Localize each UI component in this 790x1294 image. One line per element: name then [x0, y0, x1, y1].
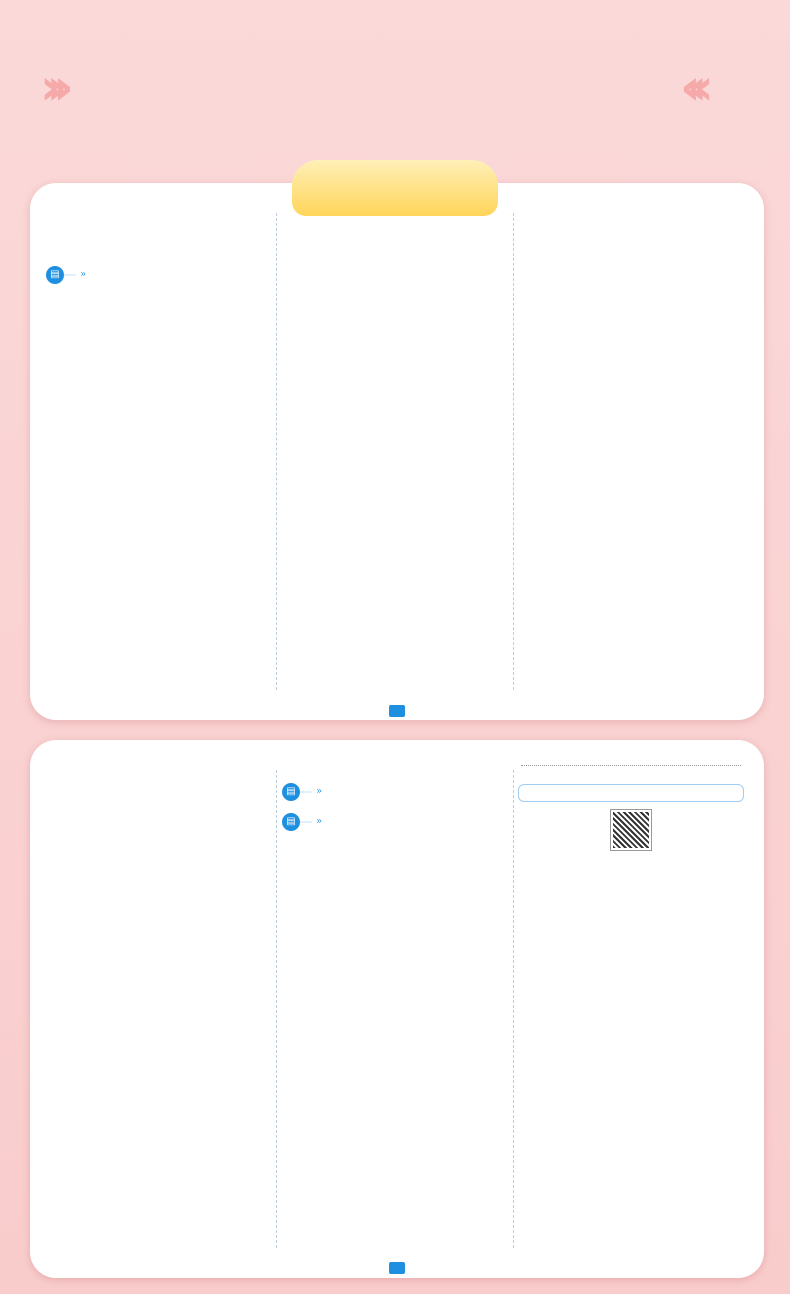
- book-icon: ▤: [46, 266, 64, 284]
- chevron-right-decor-icon: ›››: [40, 58, 60, 116]
- section-header-fenlei: [46, 263, 272, 287]
- double-chevron-icon: »: [316, 815, 323, 827]
- column-divider: [276, 213, 277, 690]
- section-header-zhenti: [282, 780, 506, 804]
- column-divider: [513, 213, 514, 690]
- section-header-yuce: [282, 810, 506, 834]
- double-chevron-icon: »: [316, 785, 323, 797]
- double-chevron-icon: »: [80, 268, 87, 280]
- book-icon: ▤: [282, 813, 300, 831]
- qr-code-icon[interactable]: [611, 810, 651, 850]
- toc-card-2: [30, 740, 764, 1278]
- banner: [0, 0, 790, 150]
- column-divider: [276, 770, 277, 1248]
- column-divider: [513, 770, 514, 1248]
- toc-column-1: [46, 772, 272, 778]
- section-title: [300, 791, 312, 793]
- chevron-left-decor-icon: ‹‹‹: [680, 58, 700, 116]
- toc-card-1: [30, 183, 764, 720]
- page-number-badge: [389, 1262, 405, 1274]
- page-number-badge: [389, 705, 405, 717]
- toc-column-3: [518, 744, 744, 852]
- section-title: [64, 274, 76, 276]
- usage-box: [518, 784, 744, 802]
- reference-answers-row[interactable]: [518, 758, 744, 766]
- toc-column-1: [46, 217, 272, 293]
- toc-column-2: [282, 772, 506, 840]
- subject-tab[interactable]: [292, 160, 498, 216]
- section-title: [300, 821, 312, 823]
- book-icon: ▤: [282, 783, 300, 801]
- toc-heading: [46, 217, 272, 263]
